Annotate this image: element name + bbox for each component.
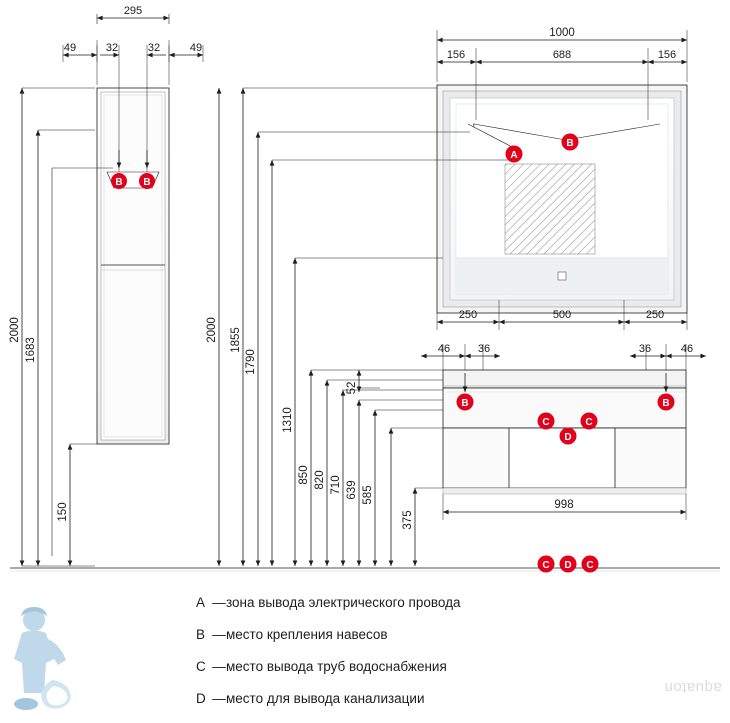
svg-text:36: 36: [477, 343, 491, 355]
svg-text:2000: 2000: [206, 317, 218, 343]
svg-text:Ꞌ: Ꞌ: [473, 122, 475, 132]
legend-key: D: [196, 691, 206, 706]
legend: [196, 595, 616, 723]
legend-key: C: [196, 659, 206, 674]
watermark: aquaton: [664, 679, 722, 696]
legend-dash: —: [212, 659, 226, 674]
svg-text:D: D: [564, 432, 572, 443]
svg-text:295: 295: [123, 5, 143, 17]
svg-text:B: B: [143, 177, 151, 188]
svg-text:B: B: [662, 398, 670, 409]
svg-text:710: 710: [330, 475, 342, 495]
svg-text:1683: 1683: [25, 337, 37, 363]
svg-text:2000: 2000: [9, 317, 21, 343]
legend-dash: —: [212, 691, 226, 706]
svg-text:820: 820: [314, 470, 326, 490]
svg-text:1000: 1000: [549, 27, 575, 39]
plumber-mascot-icon: [8, 604, 84, 714]
svg-text:B: B: [566, 138, 574, 149]
legend-text: зона вывода электрического провода: [226, 595, 461, 610]
svg-text:1310: 1310: [282, 407, 294, 433]
svg-text:585: 585: [362, 485, 374, 505]
legend-dash: —: [212, 595, 226, 610]
svg-text:250: 250: [458, 309, 478, 321]
svg-text:C: C: [542, 417, 550, 428]
svg-text:C: C: [586, 560, 594, 571]
svg-text:639: 639: [346, 480, 358, 500]
svg-text:52: 52: [346, 381, 358, 395]
svg-text:49: 49: [189, 42, 203, 54]
svg-text:46: 46: [437, 343, 451, 355]
svg-text:1855: 1855: [230, 327, 242, 353]
svg-text:B: B: [461, 398, 469, 409]
svg-text:46: 46: [680, 343, 694, 355]
svg-text:32: 32: [105, 42, 119, 54]
legend-item: [196, 691, 616, 723]
svg-text:A: A: [510, 150, 518, 161]
svg-text:49: 49: [63, 42, 77, 54]
svg-text:C: C: [542, 560, 550, 571]
svg-text:B: B: [115, 177, 123, 188]
height-dimension-chain: [206, 88, 510, 566]
svg-text:688: 688: [552, 49, 572, 61]
svg-text:150: 150: [57, 502, 69, 522]
legend-key: A: [196, 595, 206, 610]
svg-text:500: 500: [552, 309, 572, 321]
mirror-view: [437, 27, 687, 330]
svg-text:36: 36: [638, 343, 652, 355]
legend-text: место вывода труб водоснабжения: [226, 659, 447, 674]
svg-text:1790: 1790: [245, 349, 257, 375]
svg-text:850: 850: [298, 465, 310, 485]
svg-text:156: 156: [657, 49, 677, 61]
svg-text:250: 250: [645, 309, 665, 321]
svg-text:32: 32: [147, 42, 161, 54]
svg-text:156: 156: [446, 49, 466, 61]
legend-key: B: [196, 627, 206, 642]
svg-text:D: D: [564, 560, 572, 571]
svg-text:C: C: [585, 417, 593, 428]
legend-item: [196, 627, 616, 659]
svg-text:998: 998: [554, 499, 574, 511]
svg-text:375: 375: [402, 510, 414, 530]
legend-item: [196, 595, 616, 627]
legend-item: [196, 659, 616, 691]
legend-dash: —: [212, 627, 226, 642]
legend-text: место крепления навесов: [226, 627, 388, 642]
legend-text: место для вывода канализации: [226, 691, 425, 706]
